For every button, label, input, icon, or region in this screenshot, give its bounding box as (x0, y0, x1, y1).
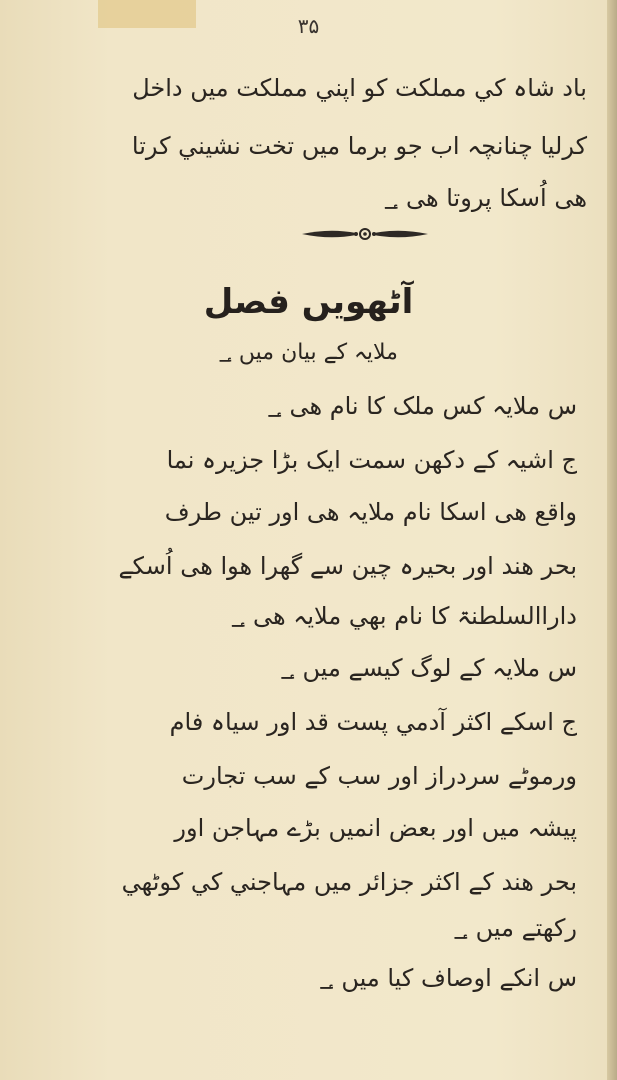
question-line: س ملايہ کے لوگ کيسے ميں ؀ (280, 654, 577, 682)
section-heading: آٹھويں فصل (203, 282, 414, 322)
text-line: ورموٹے سردراز اور سب کے سب تجارت (181, 762, 577, 790)
section-subheading: ملايہ کے بيان ميں ؀ (219, 340, 398, 365)
text-line: داراالسلطنۃ کا نام بھي ملايہ هی ؀ (231, 602, 577, 630)
text-line: بحر هند کے اکثر جزائر ميں مہاجني کي کوٹھي (121, 868, 577, 896)
question-line: س ملايہ کس ملک کا نام هی ؀ (267, 392, 577, 420)
answer-line: ج اشيہ کے دکھن سمت ايک بڑا جزيرہ نما (166, 446, 577, 474)
ornament-divider-icon (300, 222, 430, 246)
text-line: کرليا چنانچہ اب جو برما ميں تخت نشيني کرتا (131, 132, 587, 160)
text-line: واقع هی اسکا نام ملايہ هی اور تين طرف (164, 498, 577, 526)
page-number: ۳۵ (297, 14, 320, 38)
text-line: هی اُسکا پروتا هی ؀ (384, 184, 587, 212)
page-edge (607, 0, 617, 1080)
text-line: باد شاہ کي مملکت کو اپني مملکت ميں داخل (132, 74, 587, 102)
text-line: بحر هند اور بحيرہ چين سے گھرا هوا هی اُسکے (118, 552, 577, 580)
text-line: رکھتے ميں ؀ (453, 914, 577, 942)
question-line: س انکے اوصاف کيا ميں ؀ (319, 964, 577, 992)
text-line: پيشہ ميں اور بعض انميں بڑے مہاجن اور (174, 814, 577, 842)
answer-line: ج اسکے اکثر آدمي پست قد اور سياہ فام (169, 708, 577, 736)
